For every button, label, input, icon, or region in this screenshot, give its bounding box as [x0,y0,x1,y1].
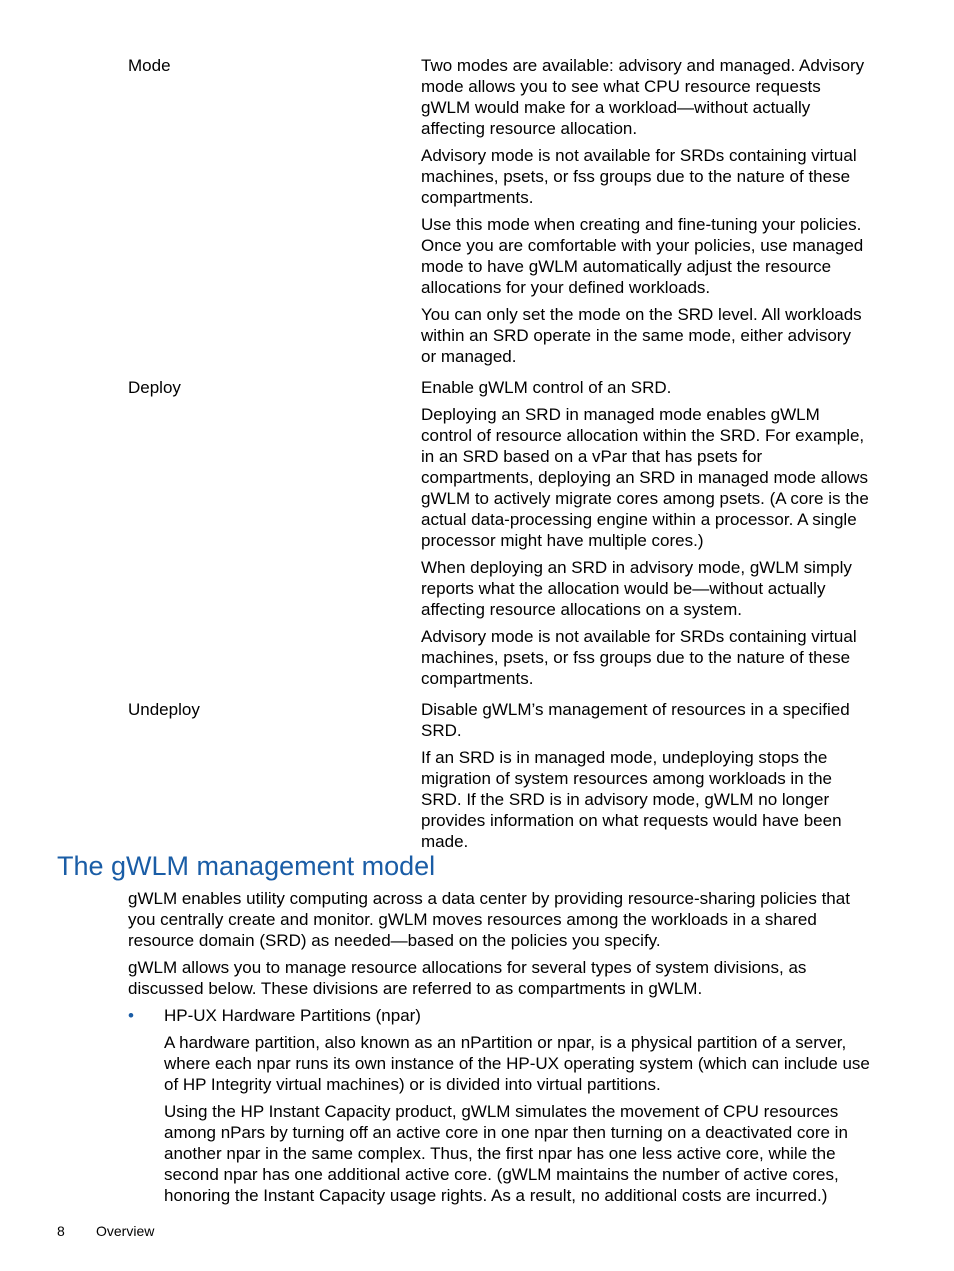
description-paragraph: Deploying an SRD in managed mode enables gWLM control of resource allocation within the SRD. For example, in an SRD based on a vPar that has psets for compartments, deploying an SRD in managed mode allows gWLM to actively migrate cores among psets. (A core is the actual data-processing engine within a processor. A single processor might have multiple cores.) [421,405,869,550]
bullet-paragraph: A hardware partition, also known as an nPartition or npar, is a physical partition of a server, where each npar runs its own instance of the HP-UX operating system (which can include use of HP Integrity virtual machines) or is divided into virtual partitions. [164,1033,870,1094]
description-paragraph: Use this mode when creating and fine-tuning your policies. Once you are comfortable with your policies, use managed mode to have gWLM automatically adjust the resource allocations for your defined workloads. [421,215,864,297]
term-label: Deploy [128,378,181,397]
term-label: Mode [128,56,171,75]
page-footer [57,1222,154,1240]
term-label: Undeploy [128,700,200,719]
term-description [421,699,870,852]
description-paragraph: If an SRD is in managed mode, undeploying stops the migration of system resources among workloads in the SRD. If the SRD is in advisory mode, gWLM no longer provides information on what requests would have been made. [421,748,842,851]
term-row-undeploy [128,699,870,852]
description-paragraph: Advisory mode is not available for SRDs containing virtual machines, psets, or fss groups due to the nature of these compartments. [421,627,857,688]
body-paragraph: gWLM enables utility computing across a data center by providing resource-sharing policies that you centrally create and monitor. gWLM moves resources among the workloads in a shared resource domain (SRD) as needed—based on the policies you specify. [128,889,850,950]
page-number: 8 [57,1223,65,1239]
term-row-mode [128,55,870,367]
section-heading: The gWLM management model [57,851,436,881]
description-paragraph: Two modes are available: advisory and managed. Advisory mode allows you to see what CPU resource requests gWLM would make for a workload—without actually affecting resource allocation. [421,56,865,138]
bullet-paragraph: Using the HP Instant Capacity product, gWLM simulates the movement of CPU resources among nPars by turning off an active core in one npar then turning on a deactivated core in another npar in the same complex. Thus, the first npar has one less active core, while the second npar has one additional active core. (gWLM maintains the number of active cores, honoring the Instant Capacity usage rights. As a result, no additional costs are incurred.) [164,1102,848,1205]
term-row-deploy [128,377,870,689]
bullet-icon: • [128,1006,134,1025]
body-paragraph: gWLM allows you to manage resource allocations for several types of system divisions, as discussed below. These divisions are referred to as compartments in gWLM. [128,958,807,998]
term-definition-table [128,55,870,852]
description-paragraph: Advisory mode is not available for SRDs containing virtual machines, psets, or fss groups due to the nature of these compartments. [421,146,857,207]
description-paragraph: Enable gWLM control of an SRD. [421,378,672,397]
term-description [421,377,870,689]
section-body [128,888,870,1212]
bullet-item-npar [128,1005,870,1206]
footer-section-title: Overview [96,1223,155,1239]
description-paragraph: Disable gWLM’s management of resources in a specified SRD. [421,700,850,740]
bullet-title: HP-UX Hardware Partitions (npar) [164,1006,421,1025]
description-paragraph: You can only set the mode on the SRD level. All workloads within an SRD operate in the same mode, either advisory or managed. [421,305,862,366]
term-description [421,55,870,367]
description-paragraph: When deploying an SRD in advisory mode, gWLM simply reports what the allocation would be—without actually affecting resource allocations on a system. [421,558,852,619]
